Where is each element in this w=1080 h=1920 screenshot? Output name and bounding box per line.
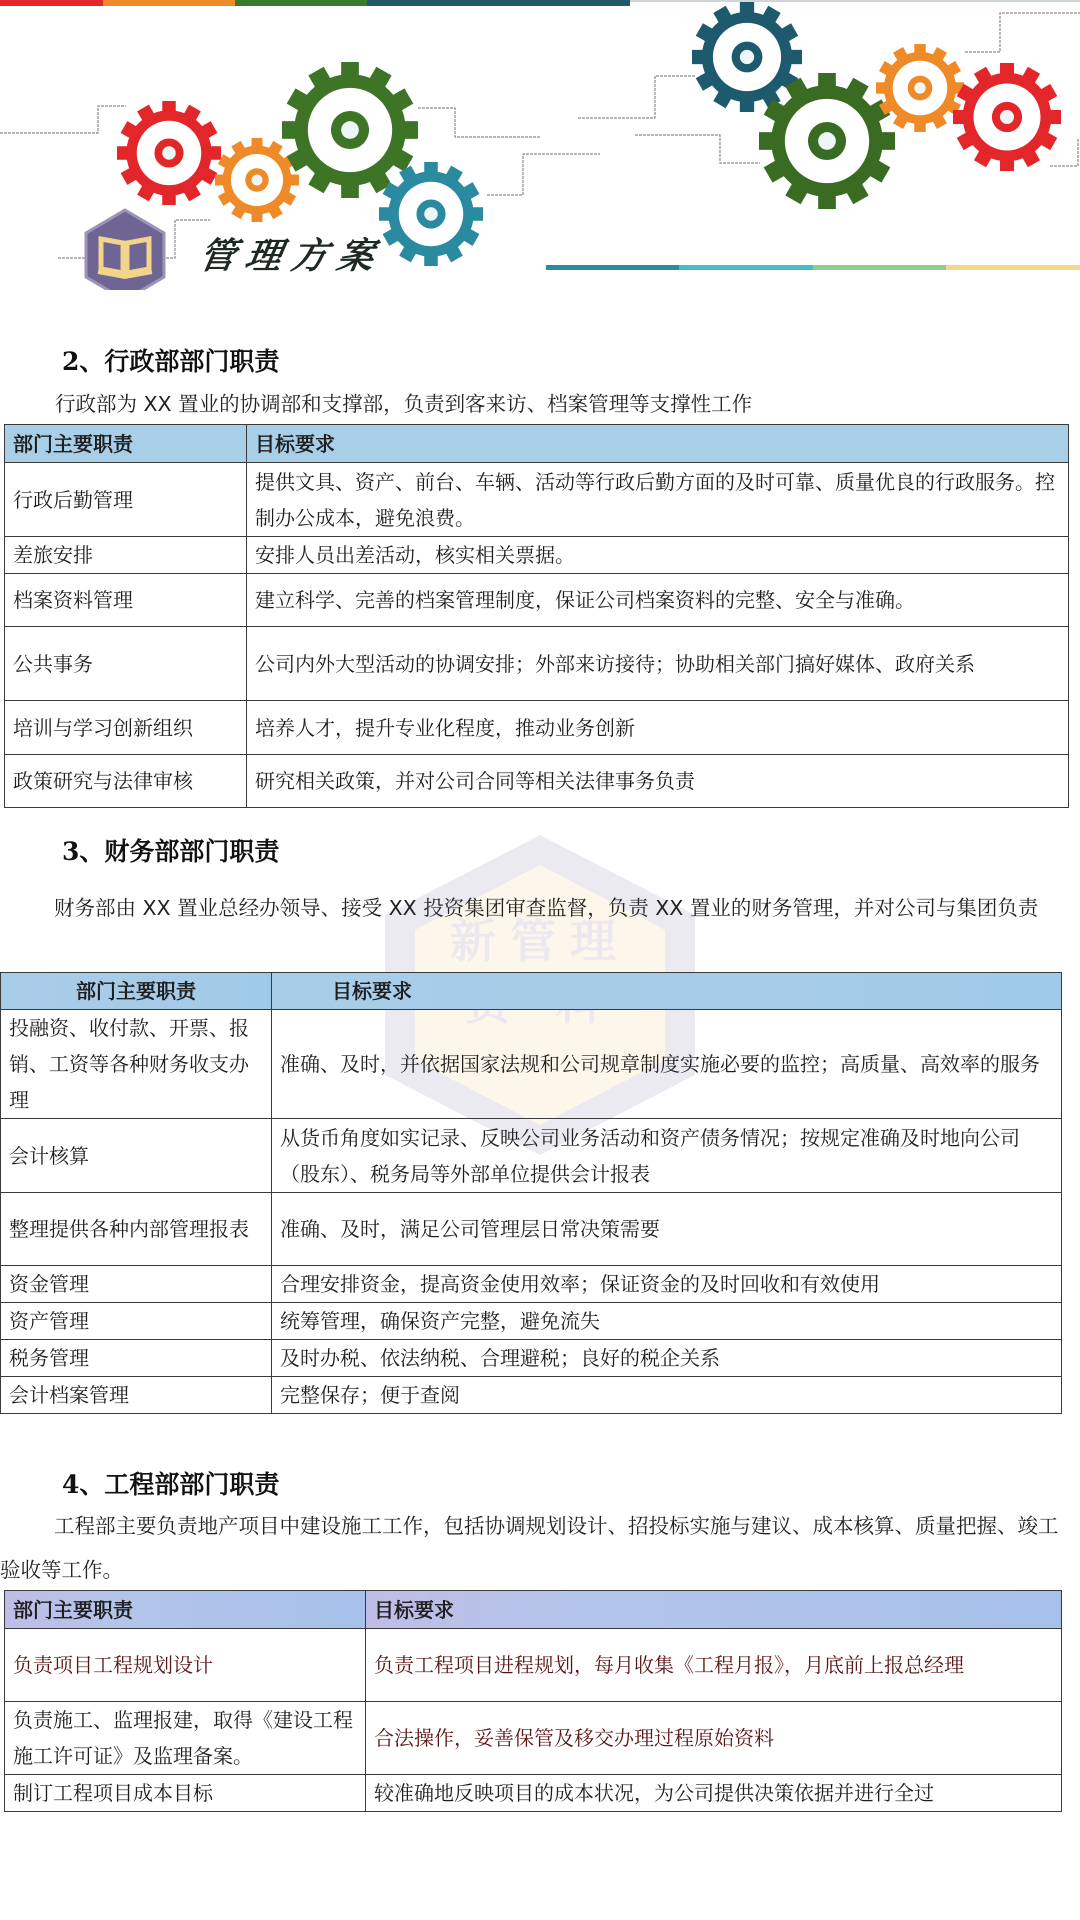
gear-orange-right-icon [876, 44, 964, 132]
table-row [1, 1377, 1062, 1414]
goal-cell: 负责工程项目进程规划，每月收集《工程月报》，月底前上报总经理 [366, 1629, 1062, 1702]
open-book-icon [86, 210, 164, 290]
section-heading-admin: 2、行政部部门职责 [62, 347, 280, 376]
duty-cell: 整理提供各种内部管理报表 [1, 1193, 272, 1266]
duty-cell: 会计档案管理 [1, 1377, 272, 1414]
goal-cell: 研究相关政策，并对公司合同等相关法律事务负责 [247, 755, 1069, 808]
goal-cell: 统筹管理，确保资产完整，避免流失 [272, 1303, 1062, 1340]
table-row [5, 537, 1069, 574]
duty-cell: 投融资、收付款、开票、报销、工资等各种财务收支办理 [1, 1010, 272, 1119]
table-row [5, 1775, 1062, 1812]
goal-cell: 较准确地反映项目的成本状况，为公司提供决策依据并进行全过 [366, 1775, 1062, 1812]
section-intro-engineering: 工程部主要负责地产项目中建设施工工作，包括协调规划设计、招投标实施与建议、成本核算、质量把握、竣工验收等工作。 [0, 1514, 1059, 1582]
table-row [5, 701, 1069, 755]
gear-red-right-icon [953, 63, 1061, 171]
column-header-goal: 目标要求 [366, 1591, 1062, 1629]
gear-red-left-icon [117, 101, 221, 205]
duty-cell: 培训与学习创新组织 [5, 701, 247, 755]
column-header-duty: 部门主要职责 [1, 973, 272, 1010]
goal-cell: 合理安排资金，提高资金使用效率；保证资金的及时回收和有效使用 [272, 1266, 1062, 1303]
table-row [5, 463, 1069, 537]
table-row [1, 1010, 1062, 1119]
table-row [1, 1303, 1062, 1340]
table-row [1, 1193, 1062, 1266]
table-row [1, 1119, 1062, 1193]
duty-cell: 负责项目工程规划设计 [5, 1629, 366, 1702]
watermark-line1: 新管理 [450, 914, 630, 968]
duty-cell: 差旅安排 [5, 537, 247, 574]
table-header-row [1, 973, 1062, 1010]
banner-title: 管理方案 [195, 235, 388, 277]
duty-cell: 档案资料管理 [5, 574, 247, 627]
duty-cell: 政策研究与法律审核 [5, 755, 247, 808]
section-intro-finance: 财务部由 XX 置业总经办领导、接受 XX 投资集团审查监督，负责 XX 置业的财务管理，并对公司与集团负责 [54, 896, 1039, 920]
section-intro-admin: 行政部为 XX 置业的协调部和支撑部，负责到客来访、档案管理等支撑性工作 [55, 392, 753, 416]
admin-duties-table [4, 424, 1069, 808]
gear-teal-left-icon [379, 162, 483, 266]
goal-cell: 提供文具、资产、前台、车辆、活动等行政后勤方面的及时可靠、质量优良的行政服务。控制办公成本，避免浪费。 [247, 463, 1069, 537]
duty-cell: 税务管理 [1, 1340, 272, 1377]
duty-cell: 负责施工、监理报建，取得《建设工程施工许可证》及监理备案。 [5, 1702, 366, 1775]
table-row [5, 1702, 1062, 1775]
duty-cell: 资金管理 [1, 1266, 272, 1303]
duty-cell: 制订工程项目成本目标 [5, 1775, 366, 1812]
table-row [5, 574, 1069, 627]
column-header-duty: 部门主要职责 [5, 425, 247, 463]
table-row [5, 1629, 1062, 1702]
gears-illustration [0, 0, 1080, 290]
gear-teal-right-icon [692, 2, 802, 112]
table-row [1, 1266, 1062, 1303]
column-header-goal: 目标要求 [272, 973, 1062, 1010]
engineering-duties-table [4, 1590, 1062, 1812]
table-row [5, 627, 1069, 701]
gear-green-left-icon [282, 62, 418, 198]
table-row [5, 755, 1069, 808]
gear-orange-left-icon [215, 138, 299, 222]
table-header-row [5, 425, 1069, 463]
gear-green-right-icon [759, 73, 895, 209]
goal-cell: 公司内外大型活动的协调安排；外部来访接待；协助相关部门搞好媒体、政府关系 [247, 627, 1069, 701]
goal-cell: 安排人员出差活动，核实相关票据。 [247, 537, 1069, 574]
goal-cell: 准确、及时，满足公司管理层日常决策需要 [272, 1193, 1062, 1266]
goal-cell: 准确、及时，并依据国家法规和公司规章制度实施必要的监控；高质量、高效率的服务 [272, 1010, 1062, 1119]
duty-cell: 公共事务 [5, 627, 247, 701]
finance-duties-table [0, 972, 1062, 1414]
goal-cell: 完整保存；便于查阅 [272, 1377, 1062, 1414]
top-color-stripe [0, 0, 1080, 6]
table-row [1, 1340, 1062, 1377]
bottom-color-stripe [546, 265, 1080, 270]
duty-cell: 资产管理 [1, 1303, 272, 1340]
goal-cell: 从货币角度如实记录、反映公司业务活动和资产债务情况；按规定准确及时地向公司（股东）、税务局等外部单位提供会计报表 [272, 1119, 1062, 1193]
section-heading-engineering: 4、工程部部门职责 [62, 1470, 280, 1499]
duty-cell: 行政后勤管理 [5, 463, 247, 537]
header-banner [0, 0, 1080, 290]
goal-cell: 及时办税、依法纳税、合理避税；良好的税企关系 [272, 1340, 1062, 1377]
column-header-goal: 目标要求 [247, 425, 1069, 463]
goal-cell: 培养人才，提升专业化程度，推动业务创新 [247, 701, 1069, 755]
column-header-duty: 部门主要职责 [5, 1591, 366, 1629]
section-heading-finance: 3、财务部部门职责 [62, 837, 280, 866]
table-header-row [5, 1591, 1062, 1629]
duty-cell: 会计核算 [1, 1119, 272, 1193]
goal-cell: 合法操作，妥善保管及移交办理过程原始资料 [366, 1702, 1062, 1775]
goal-cell: 建立科学、完善的档案管理制度，保证公司档案资料的完整、安全与准确。 [247, 574, 1069, 627]
